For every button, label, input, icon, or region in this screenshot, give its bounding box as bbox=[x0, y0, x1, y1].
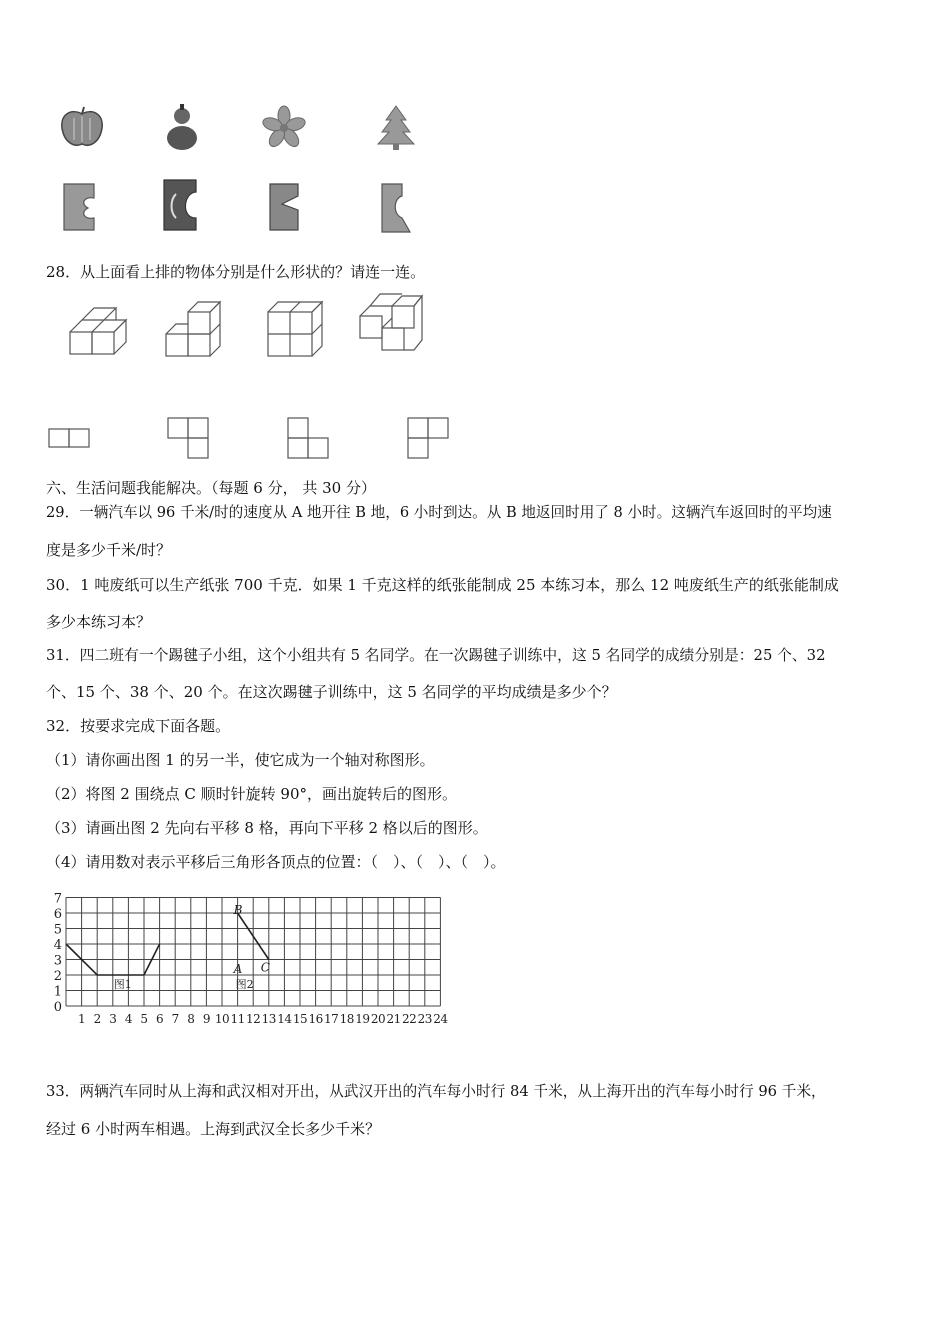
coordinate-grid bbox=[46, 888, 456, 1028]
question-29-line2: 度是多少千米/时？ bbox=[46, 541, 172, 559]
question-29-line1: 29．一辆汽车以 96 千米/时的速度从 A 地开往 B 地，6 小时到达。从 B 地返回时用了 8 小时。这辆汽车返回时的平均速 bbox=[46, 504, 832, 521]
section-6-heading: 六、生活问题我能解决。（每题 6 分， 共 30 分） bbox=[46, 479, 376, 497]
x-tick-label: 6 bbox=[156, 1012, 164, 1026]
y-tick-label: 3 bbox=[53, 953, 62, 969]
flower-icon bbox=[262, 106, 306, 150]
question-33-line2: 经过 6 小时两车相遇。上海到武汉全长多少千米？ bbox=[46, 1120, 381, 1138]
cube-stack-2 bbox=[162, 298, 224, 360]
x-tick-label: 19 bbox=[355, 1012, 370, 1026]
x-tick-label: 7 bbox=[171, 1012, 179, 1026]
y-tick-label: 6 bbox=[53, 907, 62, 922]
top-view-b bbox=[166, 416, 212, 460]
top-view-c bbox=[286, 416, 332, 460]
x-tick-label: 9 bbox=[202, 1012, 210, 1026]
question-32: 32．按要求完成下面各题。 bbox=[46, 717, 231, 735]
x-tick-label: 14 bbox=[277, 1012, 292, 1026]
question-28: 28．从上面看上排的物体分别是什么形状的？请连一连。 bbox=[46, 263, 426, 281]
stamp-2-icon bbox=[162, 178, 198, 232]
question-31-line1: 31．四二班有一个踢毽子小组，这个小组共有 5 名同学。在一次踢毽子训练中，这 5 名同学的成绩分别是：25 个、32 bbox=[46, 647, 826, 664]
stamp-3-icon bbox=[268, 182, 302, 232]
question-30-line2: 多少本练习本？ bbox=[46, 613, 152, 631]
point-a-label: A bbox=[233, 962, 243, 976]
y-tick-label: 5 bbox=[53, 922, 62, 938]
question-32-part3: （3）请画出图 2 先向右平移 8 格，再向下平移 2 格以后的图形。 bbox=[46, 819, 488, 837]
question-32-part1: （1）请你画出图 1 的另一半，使它成为一个轴对称图形。 bbox=[46, 751, 435, 769]
y-tick-label: 0 bbox=[53, 1000, 62, 1015]
top-view-d bbox=[406, 416, 452, 460]
x-tick-label: 2 bbox=[93, 1012, 101, 1026]
x-tick-label: 20 bbox=[370, 1012, 386, 1026]
apple-icon bbox=[58, 106, 106, 150]
y-tick-label: 7 bbox=[53, 891, 62, 907]
question-31-line2: 个、15 个、38 个、20 个。在这次踢毽子训练中，这 5 名同学的平均成绩是多少个？ bbox=[46, 683, 617, 701]
question-30-line1: 30．1 吨废纸可以生产纸张 700 千克．如果 1 千克这样的纸张能制成 25 本练习本，那么 12 吨废纸生产的纸张能制成 bbox=[46, 576, 839, 594]
cube-stack-3 bbox=[264, 300, 324, 360]
x-tick-label: 5 bbox=[140, 1012, 148, 1026]
figure-2-label: 图2 bbox=[235, 978, 254, 991]
y-tick-label: 1 bbox=[53, 984, 62, 1000]
x-tick-label: 16 bbox=[308, 1012, 323, 1026]
x-tick-label: 13 bbox=[261, 1012, 276, 1026]
stamp-1-icon bbox=[62, 182, 98, 232]
y-tick-label: 4 bbox=[53, 938, 62, 953]
x-tick-label: 12 bbox=[246, 1012, 261, 1026]
cube-stack-4 bbox=[358, 292, 424, 358]
x-tick-label: 21 bbox=[386, 1012, 401, 1026]
point-c-label: C bbox=[260, 960, 270, 975]
x-tick-label: 4 bbox=[124, 1012, 132, 1026]
x-tick-label: 24 bbox=[433, 1012, 448, 1026]
x-tick-label: 15 bbox=[292, 1012, 308, 1026]
x-tick-label: 23 bbox=[417, 1012, 432, 1026]
x-tick-label: 10 bbox=[214, 1012, 230, 1026]
x-tick-label: 22 bbox=[402, 1012, 417, 1026]
gourd-icon bbox=[162, 104, 202, 152]
point-b-label: B bbox=[233, 903, 243, 917]
x-tick-label: 1 bbox=[78, 1012, 86, 1026]
x-tick-label: 8 bbox=[187, 1012, 195, 1026]
figure-1-label: 图1 bbox=[113, 978, 132, 991]
question-32-part2: （2）将图 2 围绕点 C 顺时针旋转 90°，画出旋转后的图形。 bbox=[46, 785, 457, 803]
cube-stack-1 bbox=[66, 310, 126, 360]
top-view-a bbox=[48, 428, 92, 450]
x-tick-label: 3 bbox=[109, 1012, 117, 1026]
y-tick-label: 2 bbox=[53, 969, 62, 984]
stamp-4-icon bbox=[380, 182, 414, 234]
question-32-part4: （4）请用数对表示平移后三角形各顶点的位置：（ ）、（ ）、（ ）。 bbox=[46, 853, 506, 871]
tree-icon bbox=[376, 106, 416, 150]
x-tick-label: 18 bbox=[339, 1012, 354, 1026]
x-tick-label: 17 bbox=[324, 1012, 339, 1026]
question-33-line1: 33．两辆汽车同时从上海和武汉相对开出，从武汉开出的汽车每小时行 84 千米，从上海开出的汽车每小时行 96 千米， bbox=[46, 1083, 826, 1100]
x-tick-label: 11 bbox=[230, 1012, 245, 1026]
